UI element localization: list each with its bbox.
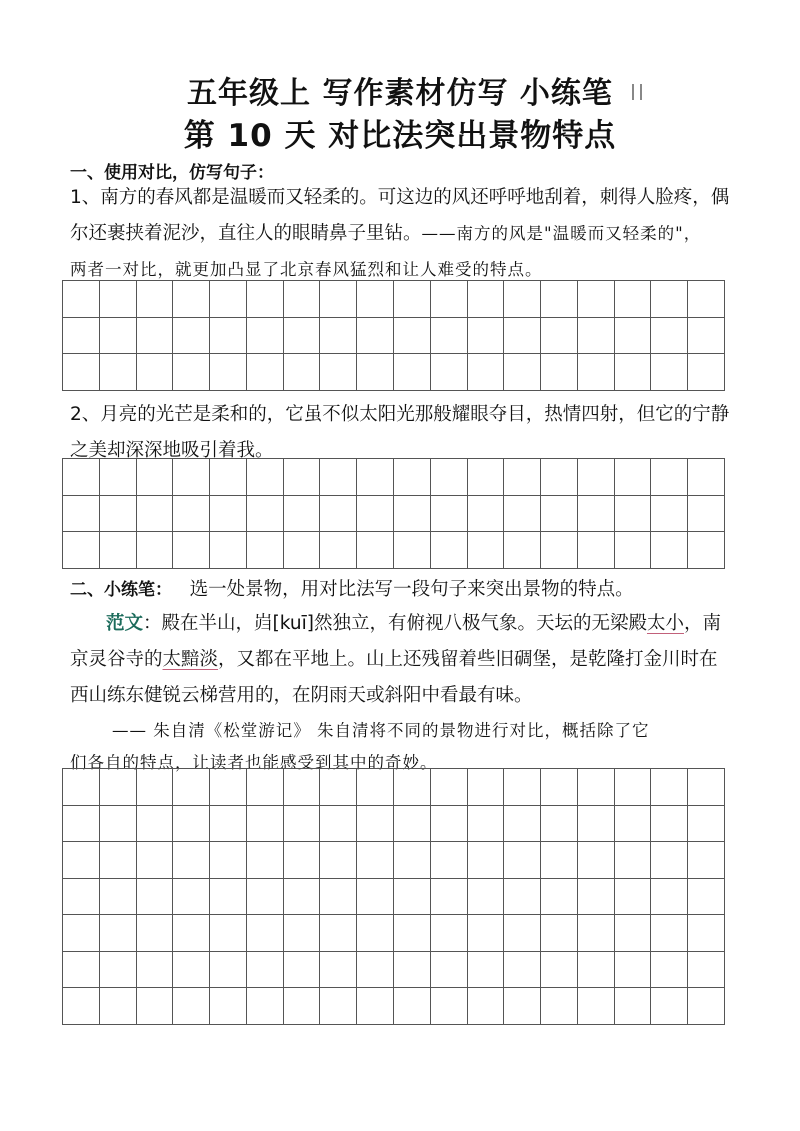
grid-cell[interactable] — [173, 318, 210, 355]
grid-cell[interactable] — [468, 769, 505, 806]
grid-cell[interactable] — [137, 988, 174, 1025]
grid-cell[interactable] — [651, 988, 688, 1025]
grid-cell[interactable] — [688, 496, 725, 533]
grid-cell[interactable] — [247, 806, 284, 843]
grid-cell[interactable] — [394, 879, 431, 916]
grid-cell[interactable] — [688, 354, 725, 391]
example-underline-2: 太黯淡 — [162, 649, 219, 670]
grid-cell[interactable] — [468, 952, 505, 989]
grid-cell[interactable] — [394, 806, 431, 843]
grid-cell[interactable] — [210, 532, 247, 569]
grid-cell[interactable] — [431, 496, 468, 533]
grid-cell[interactable] — [247, 842, 284, 879]
grid-cell[interactable] — [63, 879, 100, 916]
grid-cell[interactable] — [173, 915, 210, 952]
grid-cell[interactable] — [210, 496, 247, 533]
grid-cell[interactable] — [63, 952, 100, 989]
grid-cell[interactable] — [63, 318, 100, 355]
grid-cell[interactable] — [100, 532, 137, 569]
grid-cell[interactable] — [100, 769, 137, 806]
grid-cell[interactable] — [100, 915, 137, 952]
grid-cell[interactable] — [468, 318, 505, 355]
grid-cell[interactable] — [504, 879, 541, 916]
example-text-1a: ：殿在半山，岿[kuī]然独立，有俯视八极气象。天坛的无梁殿 — [143, 613, 647, 634]
example-text-1c: ，南 — [683, 613, 721, 634]
grid-cell[interactable] — [173, 532, 210, 569]
grid-cell[interactable] — [137, 842, 174, 879]
grid-cell[interactable] — [210, 318, 247, 355]
grid-cell[interactable] — [504, 281, 541, 318]
grid-cell[interactable] — [578, 496, 615, 533]
example-line-2 — [70, 642, 718, 678]
grid-cell[interactable] — [651, 281, 688, 318]
grid-cell[interactable] — [651, 952, 688, 989]
grid-cell[interactable] — [394, 354, 431, 391]
grid-cell[interactable] — [615, 879, 652, 916]
grid-cell[interactable] — [100, 354, 137, 391]
grid-cell[interactable] — [578, 459, 615, 496]
grid-cell[interactable] — [137, 879, 174, 916]
grid-cell[interactable] — [137, 952, 174, 989]
grid-cell[interactable] — [284, 806, 321, 843]
grid-cell[interactable] — [394, 281, 431, 318]
grid-cell[interactable] — [578, 532, 615, 569]
grid-cell[interactable] — [615, 459, 652, 496]
grid-cell[interactable] — [357, 318, 394, 355]
grid-cell[interactable] — [431, 915, 468, 952]
grid-cell[interactable] — [431, 318, 468, 355]
grid-cell[interactable] — [504, 952, 541, 989]
grid-cell[interactable] — [504, 842, 541, 879]
grid-cell[interactable] — [688, 952, 725, 989]
grid-cell[interactable] — [210, 806, 247, 843]
grid-cell[interactable] — [320, 769, 357, 806]
grid-cell[interactable] — [504, 532, 541, 569]
grid-cell[interactable] — [63, 988, 100, 1025]
grid-cell[interactable] — [431, 459, 468, 496]
grid-cell[interactable] — [357, 988, 394, 1025]
grid-cell[interactable] — [63, 769, 100, 806]
example-label: 范文 — [106, 613, 144, 634]
grid-cell[interactable] — [357, 806, 394, 843]
grid-cell[interactable] — [210, 879, 247, 916]
grid-cell[interactable] — [651, 532, 688, 569]
grid-cell[interactable] — [394, 318, 431, 355]
grid-cell[interactable] — [284, 988, 321, 1025]
grid-cell[interactable] — [394, 459, 431, 496]
grid-cell[interactable] — [100, 318, 137, 355]
grid-cell[interactable] — [247, 281, 284, 318]
grid-cell[interactable] — [431, 281, 468, 318]
grid-cell[interactable] — [357, 769, 394, 806]
grid-cell[interactable] — [615, 842, 652, 879]
grid-cell[interactable] — [210, 769, 247, 806]
grid-cell[interactable] — [357, 842, 394, 879]
grid-cell[interactable] — [137, 915, 174, 952]
grid-cell[interactable] — [357, 354, 394, 391]
grid-cell[interactable] — [320, 952, 357, 989]
grid-cell[interactable] — [173, 879, 210, 916]
title-line-1: 五年级上 写作素材仿写 小练笔 — [187, 76, 613, 111]
grid-cell[interactable] — [320, 988, 357, 1025]
grid-cell[interactable] — [578, 879, 615, 916]
grid-cell[interactable] — [578, 281, 615, 318]
grid-cell[interactable] — [688, 281, 725, 318]
q1-line-2-text: 尔还裹挟着泥沙，直往人的眼睛鼻子里钻。 — [70, 223, 422, 244]
writing-grid-1[interactable] — [62, 280, 725, 391]
section-2-instruction: 选一处景物，用对比法写一段句子来突出景物的特点。 — [189, 579, 634, 600]
q1-line-2 — [70, 216, 701, 252]
grid-cell[interactable] — [688, 988, 725, 1025]
grid-cell[interactable] — [541, 459, 578, 496]
grid-cell[interactable] — [137, 281, 174, 318]
grid-cell[interactable] — [651, 879, 688, 916]
grid-cell[interactable] — [247, 318, 284, 355]
grid-cell[interactable] — [210, 459, 247, 496]
q2-line-2: 之美却深深地吸引着我。 — [70, 440, 274, 461]
section-2-heading: 二、小练笔： — [70, 580, 172, 600]
grid-cell[interactable] — [320, 459, 357, 496]
grid-cell[interactable] — [100, 879, 137, 916]
grid-cell[interactable] — [615, 496, 652, 533]
grid-cell[interactable] — [247, 952, 284, 989]
grid-cell[interactable] — [357, 281, 394, 318]
grid-cell[interactable] — [137, 532, 174, 569]
grid-cell[interactable] — [615, 769, 652, 806]
grid-cell[interactable] — [63, 532, 100, 569]
grid-cell[interactable] — [320, 915, 357, 952]
grid-cell[interactable] — [63, 459, 100, 496]
grid-cell[interactable] — [284, 879, 321, 916]
grid-cell[interactable] — [173, 459, 210, 496]
grid-cell[interactable] — [357, 459, 394, 496]
grid-cell[interactable] — [688, 769, 725, 806]
grid-cell[interactable] — [284, 496, 321, 533]
grid-cell[interactable] — [688, 318, 725, 355]
grid-cell[interactable] — [100, 952, 137, 989]
writing-grid-2[interactable] — [62, 458, 725, 569]
grid-cell[interactable] — [615, 532, 652, 569]
grid-cell[interactable] — [541, 318, 578, 355]
grid-cell[interactable] — [541, 769, 578, 806]
grid-cell[interactable] — [541, 532, 578, 569]
grid-cell[interactable] — [394, 842, 431, 879]
grid-cell[interactable] — [615, 988, 652, 1025]
grid-cell[interactable] — [431, 879, 468, 916]
grid-cell[interactable] — [137, 318, 174, 355]
grid-cell[interactable] — [578, 769, 615, 806]
grid-cell[interactable] — [63, 354, 100, 391]
grid-cell[interactable] — [431, 952, 468, 989]
grid-cell[interactable] — [210, 842, 247, 879]
grid-cell[interactable] — [320, 842, 357, 879]
grid-cell[interactable] — [210, 281, 247, 318]
grid-cell[interactable] — [651, 915, 688, 952]
grid-cell[interactable] — [504, 769, 541, 806]
grid-cell[interactable] — [284, 281, 321, 318]
grid-cell[interactable] — [284, 354, 321, 391]
grid-cell[interactable] — [357, 532, 394, 569]
grid-cell[interactable] — [688, 842, 725, 879]
grid-cell[interactable] — [615, 915, 652, 952]
grid-cell[interactable] — [578, 988, 615, 1025]
grid-cell[interactable] — [394, 915, 431, 952]
grid-cell[interactable] — [284, 532, 321, 569]
grid-cell[interactable] — [688, 879, 725, 916]
grid-cell[interactable] — [173, 988, 210, 1025]
grid-cell[interactable] — [284, 769, 321, 806]
grid-cell[interactable] — [394, 988, 431, 1025]
grid-cell[interactable] — [615, 281, 652, 318]
grid-cell[interactable] — [578, 952, 615, 989]
grid-cell[interactable] — [504, 354, 541, 391]
grid-cell[interactable] — [541, 281, 578, 318]
grid-cell[interactable] — [394, 532, 431, 569]
grid-cell[interactable] — [468, 806, 505, 843]
grid-cell[interactable] — [468, 281, 505, 318]
grid-cell[interactable] — [504, 915, 541, 952]
grid-cell[interactable] — [100, 496, 137, 533]
grid-cell[interactable] — [578, 842, 615, 879]
grid-cell[interactable] — [320, 532, 357, 569]
grid-cell[interactable] — [100, 459, 137, 496]
grid-cell[interactable] — [578, 915, 615, 952]
section-1-heading: 一、使用对比，仿写句子： — [70, 163, 274, 183]
title-line-2: 第 10 天 对比法突出景物特点 — [183, 118, 617, 154]
example-line-1 — [106, 606, 721, 642]
section-2-line — [70, 572, 634, 608]
grid-cell[interactable] — [284, 842, 321, 879]
grid-cell[interactable] — [137, 354, 174, 391]
grid-cell[interactable] — [394, 952, 431, 989]
grid-cell[interactable] — [357, 496, 394, 533]
grid-cell[interactable] — [431, 354, 468, 391]
q1-line-1: 1、南方的春风都是温暖而又轻柔的。可这边的风还呼呼地刮着，刺得人脸疼，偶 — [70, 187, 730, 208]
grid-cell[interactable] — [63, 496, 100, 533]
grid-cell[interactable] — [431, 988, 468, 1025]
grid-cell[interactable] — [468, 915, 505, 952]
grid-cell[interactable] — [468, 459, 505, 496]
grid-cell[interactable] — [504, 988, 541, 1025]
grid-cell[interactable] — [541, 988, 578, 1025]
grid-cell[interactable] — [173, 281, 210, 318]
grid-cell[interactable] — [173, 842, 210, 879]
grid-cell[interactable] — [137, 496, 174, 533]
grid-cell[interactable] — [541, 952, 578, 989]
q2-line-1: 2、月亮的光芒是柔和的，它虽不似太阳光那般耀眼夺目，热情四射，但它的宁静 — [70, 404, 730, 425]
grid-cell[interactable] — [100, 281, 137, 318]
grid-cell[interactable] — [210, 952, 247, 989]
grid-cell[interactable] — [504, 496, 541, 533]
grid-cell[interactable] — [100, 842, 137, 879]
example-text-2a: 京灵谷寺的 — [70, 649, 163, 670]
grid-cell[interactable] — [541, 496, 578, 533]
grid-cell[interactable] — [100, 806, 137, 843]
grid-cell[interactable] — [468, 879, 505, 916]
grid-cell[interactable] — [320, 281, 357, 318]
grid-cell[interactable] — [431, 532, 468, 569]
grid-cell[interactable] — [357, 952, 394, 989]
example-underline-1: 太小 — [646, 613, 684, 634]
grid-cell[interactable] — [468, 842, 505, 879]
grid-cell[interactable] — [137, 806, 174, 843]
grid-cell[interactable] — [541, 354, 578, 391]
grid-cell[interactable] — [357, 915, 394, 952]
grid-cell[interactable] — [651, 318, 688, 355]
grid-cell[interactable] — [541, 915, 578, 952]
example-text-2c: ，又都在平地上。山上还残留着些旧碉堡，是乾隆打金川时在 — [218, 649, 718, 670]
grid-cell[interactable] — [541, 806, 578, 843]
grid-cell[interactable] — [504, 806, 541, 843]
grid-cell[interactable] — [688, 532, 725, 569]
grid-cell[interactable] — [173, 769, 210, 806]
grid-cell[interactable] — [63, 806, 100, 843]
grid-cell[interactable] — [651, 354, 688, 391]
comment-line-1: —— 朱自清《松堂游记》 朱自清将不同的景物进行对比，概括除了它 — [112, 721, 650, 740]
grid-cell[interactable] — [320, 806, 357, 843]
grid-cell[interactable] — [320, 496, 357, 533]
grid-cell[interactable] — [320, 879, 357, 916]
grid-cell[interactable] — [504, 318, 541, 355]
grid-cell[interactable] — [578, 806, 615, 843]
grid-cell[interactable] — [284, 459, 321, 496]
writing-grid-3[interactable] — [62, 768, 725, 1025]
grid-cell[interactable] — [137, 769, 174, 806]
grid-cell[interactable] — [651, 459, 688, 496]
grid-cell[interactable] — [247, 879, 284, 916]
grid-cell[interactable] — [63, 842, 100, 879]
grid-cell[interactable] — [63, 281, 100, 318]
grid-cell[interactable] — [688, 915, 725, 952]
grid-cell[interactable] — [578, 354, 615, 391]
grid-cell[interactable] — [394, 769, 431, 806]
grid-cell[interactable] — [615, 806, 652, 843]
grid-cell[interactable] — [247, 459, 284, 496]
grid-cell[interactable] — [284, 952, 321, 989]
grid-cell[interactable] — [247, 769, 284, 806]
grid-cell[interactable] — [173, 806, 210, 843]
grid-cell[interactable] — [578, 318, 615, 355]
grid-cell[interactable] — [63, 915, 100, 952]
grid-cell[interactable] — [210, 354, 247, 391]
grid-cell[interactable] — [210, 988, 247, 1025]
grid-cell[interactable] — [210, 915, 247, 952]
grid-cell[interactable] — [173, 496, 210, 533]
grid-cell[interactable] — [541, 842, 578, 879]
grid-cell[interactable] — [688, 806, 725, 843]
grid-cell[interactable] — [541, 879, 578, 916]
grid-cell[interactable] — [247, 988, 284, 1025]
grid-cell[interactable] — [431, 842, 468, 879]
grid-cell[interactable] — [320, 318, 357, 355]
grid-cell[interactable] — [247, 354, 284, 391]
grid-cell[interactable] — [320, 354, 357, 391]
grid-cell[interactable] — [173, 354, 210, 391]
grid-cell[interactable] — [651, 496, 688, 533]
example-line-3: 西山练东健锐云梯营用的，在阴雨天或斜阳中看最有味。 — [70, 685, 533, 706]
grid-cell[interactable] — [688, 459, 725, 496]
grid-cell[interactable] — [247, 915, 284, 952]
grid-cell[interactable] — [468, 354, 505, 391]
grid-cell[interactable] — [247, 532, 284, 569]
grid-cell[interactable] — [357, 879, 394, 916]
grid-cell[interactable] — [615, 952, 652, 989]
grid-cell[interactable] — [504, 459, 541, 496]
grid-cell[interactable] — [651, 769, 688, 806]
grid-cell[interactable] — [284, 915, 321, 952]
grid-cell[interactable] — [394, 496, 431, 533]
grid-cell[interactable] — [137, 459, 174, 496]
grid-cell[interactable] — [615, 318, 652, 355]
grid-cell[interactable] — [468, 496, 505, 533]
grid-cell[interactable] — [615, 354, 652, 391]
grid-cell[interactable] — [431, 769, 468, 806]
grid-cell[interactable] — [651, 842, 688, 879]
grid-cell[interactable] — [100, 988, 137, 1025]
q1-line-3: 两者一对比，就更加凸显了北京春风猛烈和让人难受的特点。 — [70, 260, 543, 279]
grid-cell[interactable] — [247, 496, 284, 533]
grid-cell[interactable] — [431, 806, 468, 843]
grid-cell[interactable] — [284, 318, 321, 355]
grid-cell[interactable] — [468, 988, 505, 1025]
text-cursor-icon — [632, 84, 644, 100]
grid-cell[interactable] — [173, 952, 210, 989]
comment-line-2: 们各自的特点，让读者也能感受到其中的奇妙。 — [70, 753, 438, 772]
grid-cell[interactable] — [468, 532, 505, 569]
grid-cell[interactable] — [651, 806, 688, 843]
q1-line-2-comment: ——南方的风是"温暖而又轻柔的"， — [421, 224, 702, 243]
